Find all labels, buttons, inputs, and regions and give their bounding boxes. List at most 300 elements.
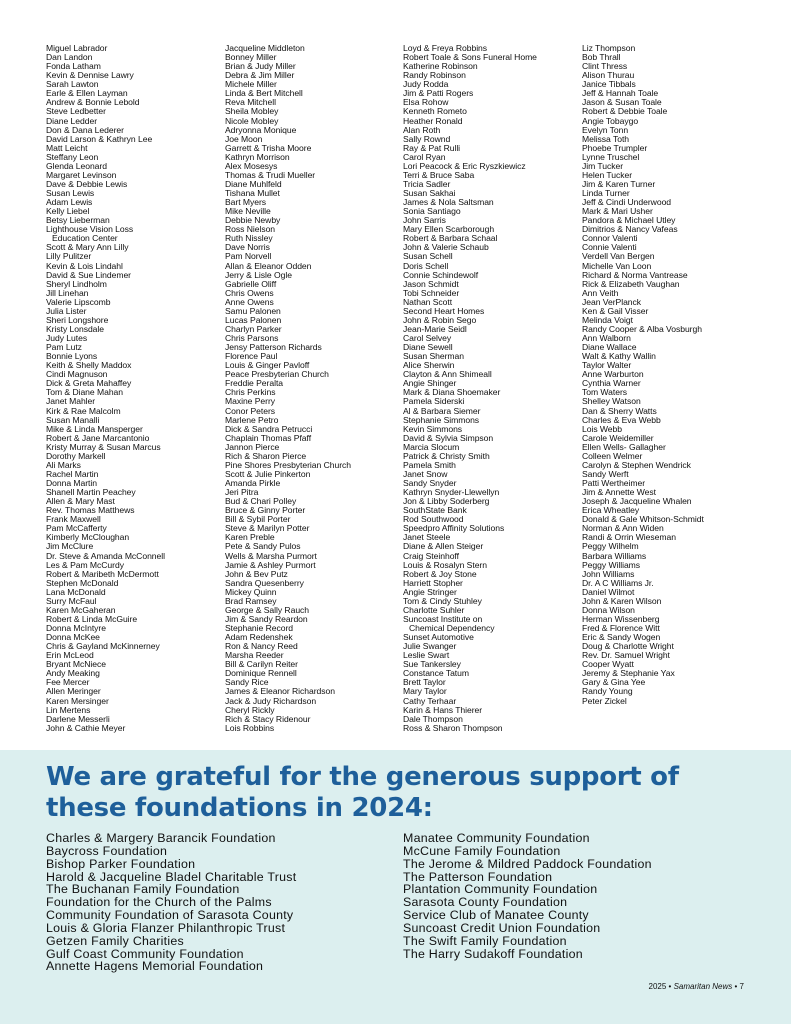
- donor-name: Taylor Walter: [582, 360, 632, 371]
- donor-name: Jim & Annette West: [582, 487, 656, 498]
- donor-name: Dick & Sandra Petrucci: [225, 423, 313, 434]
- donor-name: Darlene Messerli: [46, 713, 110, 724]
- donor-name: Scott & Julie Pinkerton: [225, 468, 311, 479]
- donor-name: Robert & Joy Stone: [403, 568, 477, 579]
- donor-name: Joe Moon: [225, 133, 263, 144]
- donor-name: Les & Pam McCurdy: [46, 559, 124, 570]
- donor-name: Dave Norris: [225, 242, 270, 253]
- donor-name: Bart Myers: [225, 197, 267, 208]
- donor-name: Rich & Sharon Pierce: [225, 450, 307, 461]
- donor-name: Dick & Greta Mahaffey: [46, 378, 132, 389]
- donor-name: Mark & Mari Usher: [582, 206, 653, 217]
- donor-name: Dale Thompson: [403, 713, 463, 724]
- donor-name: Jim & Patti Rogers: [403, 88, 474, 99]
- foundations-heading: We are grateful for the generous support of these foundations in 2024:: [46, 762, 679, 823]
- donor-name: Allan & Eleanor Odden: [225, 260, 312, 271]
- donor-name: Adryonna Monique: [225, 124, 297, 135]
- donor-name: Kevin & Lois Lindahl: [46, 260, 123, 271]
- donor-name: Kevin & Dennise Lawry: [46, 70, 134, 81]
- donor-name: Ali Marks: [46, 459, 81, 470]
- donor-name: Robert & Debbie Toale: [582, 106, 668, 117]
- donor-name: Fonda Latham: [46, 61, 101, 72]
- donor-name: George & Sally Rauch: [225, 604, 310, 615]
- donor-name: Donald & Gale Whitson-Schmidt: [582, 514, 704, 525]
- donor-name: Peace Presbyterian Church: [225, 369, 329, 380]
- donor-name: Daniel Wilmot: [582, 586, 635, 597]
- donor-name: Janice Tibbals: [582, 79, 636, 90]
- donor-name: Walt & Kathy Wallin: [582, 351, 656, 362]
- donor-name: Katherine Robinson: [403, 61, 478, 72]
- donor-name: Wells & Marsha Purmort: [225, 550, 317, 561]
- donor-name: Andrew & Bonnie Lebold: [46, 97, 140, 108]
- donor-name: Lana McDonald: [46, 586, 106, 597]
- donor-name: Karen Mersinger: [46, 695, 109, 706]
- donor-name: Susan Manalli: [46, 414, 100, 425]
- donor-name: Diane Muhlfeld: [225, 178, 282, 189]
- donor-name: Carole Weidemiller: [582, 432, 654, 443]
- donor-name: Jack & Judy Richardson: [225, 695, 317, 706]
- donor-name: Don & Dana Lederer: [46, 124, 124, 135]
- donor-name: Melinda Voigt: [582, 314, 633, 325]
- donor-name: Ron & Nancy Reed: [225, 641, 298, 652]
- donor-name: SouthState Bank: [403, 505, 467, 516]
- donor-name: Dominique Rennell: [225, 668, 297, 679]
- donor-name: Erin McLeod: [46, 650, 94, 661]
- donor-name: John & Karen Wilson: [582, 595, 662, 606]
- donor-name: Anne Warburton: [582, 369, 644, 380]
- donor-name: Charlotte Suhler: [403, 604, 465, 615]
- donor-name: Cynthia Warner: [582, 378, 641, 389]
- donor-name: Bob Thrall: [582, 52, 621, 63]
- donor-name: Lynne Truschel: [582, 151, 640, 162]
- donor-name: Betsy Lieberman: [46, 215, 110, 226]
- donor-name: Sonia Santiago: [403, 206, 461, 217]
- donor-name: Angie Stringer: [403, 586, 457, 597]
- donor-name: Samu Palonen: [225, 305, 281, 316]
- foundation-name: McCune Family Foundation: [403, 843, 561, 858]
- donor-name: Robert & Linda McGuire: [46, 613, 138, 624]
- donor-name: Peggy Williams: [582, 559, 641, 570]
- donor-name: Keith & Shelly Maddox: [46, 360, 132, 371]
- donor-name: Dave & Debbie Lewis: [46, 178, 128, 189]
- donor-name: Susan Sakhai: [403, 188, 456, 198]
- donor-name: Sandy Snyder: [403, 478, 457, 488]
- donor-name: Rod Southwood: [403, 514, 464, 525]
- donor-name: Constance Tatum: [403, 668, 469, 679]
- donor-name: Lori Peacock & Eric Ryszkiewicz: [403, 160, 526, 171]
- donor-name: Education Center: [52, 233, 118, 244]
- donor-name: Sandy Rice: [225, 677, 269, 688]
- footer-page-number: 7: [739, 982, 744, 991]
- donor-name: Karin & Hans Thierer: [403, 704, 483, 715]
- donor-name: Craig Steinhoff: [403, 550, 459, 561]
- donor-name: Rich & Stacy Ridenour: [225, 713, 311, 724]
- donor-name: Carol Ryan: [403, 151, 446, 162]
- donor-name: Jon & Libby Soderberg: [403, 496, 490, 507]
- donor-name: Linda & Bert Mitchell: [225, 88, 303, 99]
- donor-name: Clayton & Ann Shimeall: [403, 369, 492, 380]
- foundation-name: The Swift Family Foundation: [403, 933, 567, 948]
- donor-name: Evelyn Tonn: [582, 124, 629, 135]
- donor-name: Miguel Labrador: [46, 43, 108, 53]
- foundation-name: Louis & Gloria Flanzer Philanthropic Trust: [46, 920, 286, 935]
- donor-name: Tom & Diane Mahan: [46, 387, 124, 398]
- donor-name: Heather Ronald: [403, 115, 463, 126]
- donor-name: Sue Tankersley: [403, 659, 461, 670]
- donor-name: Ken & Gail Visser: [582, 305, 649, 316]
- donor-name: Steffany Leon: [46, 151, 99, 162]
- foundation-name: Sarasota County Foundation: [403, 895, 568, 910]
- donor-name: Janet Snow: [403, 468, 448, 479]
- donor-name: Joseph & Jacqueline Whalen: [582, 496, 692, 507]
- donor-name: Doris Schell: [403, 260, 449, 271]
- donor-name: Ann Veith: [582, 287, 619, 298]
- foundation-name: Baycross Foundation: [46, 843, 168, 858]
- donor-name: Terri & Bruce Saba: [403, 169, 475, 180]
- donor-name: Susan Sherman: [403, 351, 464, 362]
- donor-name: Pamela Siderski: [403, 396, 465, 407]
- donor-name: Dorothy Markell: [46, 450, 106, 461]
- donor-name: Connie Schindewolf: [403, 269, 479, 280]
- donor-name: Herman Wissenberg: [582, 613, 660, 624]
- donor-name: Angie Shinger: [403, 378, 457, 389]
- donor-name: John Sarris: [403, 215, 446, 226]
- donor-name: John & Cathie Meyer: [46, 722, 126, 733]
- donor-name: Reva Mitchell: [225, 97, 276, 108]
- donor-name: Glenda Leonard: [46, 160, 107, 171]
- donor-name: Ray & Pat Rulli: [403, 142, 461, 153]
- donor-name: Jeff & Hannah Toale: [582, 88, 659, 99]
- donor-name: Gary & Gina Yee: [582, 677, 646, 688]
- donor-name: Tobi Schneider: [403, 287, 460, 298]
- donor-name: Sandy Werft: [582, 468, 629, 479]
- donor-name: Shanell Martin Peachey: [46, 487, 136, 498]
- donor-name: Maxine Perry: [225, 396, 276, 407]
- donor-name: Marsha Reeder: [225, 650, 284, 661]
- donor-name: Chris Owens: [225, 287, 274, 298]
- donor-name: John & Robin Sego: [403, 314, 477, 325]
- donor-name: Peter Zickel: [582, 695, 627, 706]
- donor-name: Surry McFaul: [46, 595, 97, 606]
- donor-name: Louis & Rosalyn Stern: [403, 559, 487, 570]
- donor-name: Brian & Judy Miller: [225, 61, 296, 72]
- donor-name: Allen & Mary Mast: [46, 496, 115, 507]
- donor-name: Sheri Longshore: [46, 314, 109, 325]
- donor-name: Diane Ledder: [46, 115, 98, 126]
- donor-name: Kelly Liebel: [46, 206, 90, 217]
- donor-name: Randy Young: [582, 686, 633, 697]
- donor-name: Erica Wheatley: [582, 505, 640, 516]
- donor-name: Randi & Orrin Wieseman: [582, 532, 676, 543]
- donor-name: Jim McClure: [46, 541, 94, 552]
- donor-name: Randy Cooper & Alba Vosburgh: [582, 323, 702, 334]
- donor-name: Diane & Allen Steiger: [403, 541, 484, 552]
- donor-name: Jeri Pitra: [225, 487, 259, 498]
- donor-name: Bonnie Lyons: [46, 351, 98, 362]
- foundation-name: The Harry Sudakoff Foundation: [403, 946, 583, 961]
- donor-name: Conor Peters: [225, 405, 276, 416]
- donor-name: Gabrielle Oliff: [225, 278, 277, 289]
- donor-name: Tom & Cindy Stuhley: [403, 595, 482, 606]
- donor-name: Mickey Quinn: [225, 586, 277, 597]
- donor-name: Carol Selvey: [403, 333, 452, 343]
- donor-name: Diane Sewell: [403, 342, 453, 353]
- donor-name: Kirk & Rae Malcolm: [46, 405, 121, 416]
- donor-name: Anne Owens: [225, 296, 274, 307]
- donor-name: Pamela Smith: [403, 459, 456, 470]
- donor-name: Pandora & Michael Utley: [582, 215, 676, 226]
- donor-name: Angie Tobaygo: [582, 115, 639, 126]
- donor-name: Lois Webb: [582, 423, 622, 434]
- donor-name: Melissa Toth: [582, 133, 630, 144]
- donor-name: Charles & Eva Webb: [582, 414, 661, 425]
- donor-name: Adam Redenshek: [225, 632, 293, 643]
- donor-name: Jeremy & Stephanie Yax: [582, 668, 675, 679]
- donor-name: Chaplain Thomas Pfaff: [225, 432, 312, 443]
- donor-name: Karen Preble: [225, 532, 275, 543]
- donor-name: Dr. A C Williams Jr.: [582, 577, 654, 588]
- donor-name: Jeff & Cindi Underwood: [582, 197, 672, 208]
- donor-name: Judy Lutes: [46, 333, 88, 343]
- donor-name: Steve Ledbetter: [46, 106, 106, 117]
- footer-separator-2: •: [734, 982, 738, 991]
- foundation-name: Getzen Family Charities: [46, 933, 184, 948]
- foundation-name: Harold & Jacqueline Bladel Charitable Trust: [46, 869, 297, 884]
- donor-name: Stephanie Simmons: [403, 414, 480, 425]
- donor-name: Robert & Maribeth McDermott: [46, 568, 159, 579]
- footer-separator-1: •: [668, 982, 672, 991]
- donor-name: Kimberly McCloughan: [46, 532, 130, 543]
- foundation-name: Plantation Community Foundation: [403, 882, 598, 897]
- donor-name: Cheryl Rickly: [225, 704, 275, 715]
- donor-column-3: [403, 44, 537, 733]
- donor-name: Debra & Jim Miller: [225, 70, 295, 81]
- donor-name: Louis & Ginger Pavloff: [225, 360, 310, 371]
- donor-name: Norman & Ann Widen: [582, 523, 664, 534]
- donor-name: Robert & Barbara Schaal: [403, 233, 498, 244]
- donor-name: Chris Perkins: [225, 387, 276, 398]
- donor-name: Fee Mercer: [46, 677, 90, 688]
- donor-name: Donna McKee: [46, 632, 100, 643]
- donor-name: Mary Taylor: [403, 686, 447, 697]
- donor-name: Stephanie Record: [225, 623, 293, 633]
- donor-name: Shelley Watson: [582, 396, 641, 407]
- donor-name: Bonney Miller: [225, 52, 277, 63]
- donor-name: Alison Thurau: [582, 70, 635, 81]
- donor-name: Donna Wilson: [582, 604, 635, 615]
- donor-name: Dr. Steve & Amanda McConnell: [46, 550, 165, 561]
- donor-name: Thomas & Trudi Mueller: [225, 169, 316, 180]
- donor-name: Bud & Chari Polley: [225, 496, 297, 507]
- donor-name: Verdell Van Bergen: [582, 251, 655, 262]
- donor-name: Tricia Sadler: [403, 178, 451, 189]
- donor-column-4: [582, 44, 704, 706]
- donor-name: Mark & Diana Shoemaker: [403, 387, 501, 398]
- foundation-name: The Buchanan Family Foundation: [46, 882, 240, 897]
- donor-name: Julie Swanger: [403, 641, 457, 652]
- donor-name: Florence Paul: [225, 351, 278, 362]
- donor-name: Leslie Swart: [403, 650, 450, 661]
- donor-name: Barbara Williams: [582, 550, 647, 561]
- donor-name: Pam Norvell: [225, 251, 272, 262]
- foundation-name: Suncoast Credit Union Foundation: [403, 920, 601, 935]
- donor-name: Diane Wallace: [582, 342, 637, 353]
- donor-name: Randy Robinson: [403, 70, 466, 81]
- donor-name: Al & Barbara Siemer: [403, 405, 481, 416]
- donor-name: Amanda Pirkle: [225, 478, 281, 488]
- donor-name: Clint Thress: [582, 61, 628, 72]
- donor-name: Jim & Sandy Reardon: [225, 613, 308, 624]
- donor-name: Kathryn Morrison: [225, 151, 290, 162]
- donor-name: Dan & Sherry Watts: [582, 405, 657, 416]
- donor-name: Doug & Charlotte Wright: [582, 641, 674, 652]
- foundation-name: The Patterson Foundation: [403, 869, 553, 884]
- donor-name: Janet Steele: [403, 532, 451, 543]
- donor-name: Matt Leicht: [46, 142, 88, 153]
- donor-name: Debbie Newby: [225, 215, 281, 226]
- donor-name: Jacqueline Middleton: [225, 43, 305, 53]
- donor-name: Harriett Stopher: [403, 577, 463, 588]
- donor-name: David & Sylvia Simpson: [403, 432, 494, 443]
- donor-column-1: [46, 44, 165, 733]
- donor-name: Tom Waters: [582, 387, 628, 398]
- donor-name: Mike Neville: [225, 206, 271, 217]
- donor-column-2: [225, 44, 351, 733]
- donor-name: Pam McCafferty: [46, 523, 107, 534]
- donor-name: Valerie Lipscomb: [46, 296, 111, 307]
- donor-name: Freddie Peralta: [225, 378, 284, 389]
- donor-name: Rachel Martin: [46, 468, 99, 479]
- donor-name: Cindi Magnuson: [46, 369, 108, 380]
- donor-name: Jill Linehan: [46, 287, 89, 298]
- donor-name: Jim & Karen Turner: [582, 178, 656, 189]
- donor-name: Sandra Quesenberry: [225, 577, 304, 588]
- donor-name: Rick & Elizabeth Vaughan: [582, 278, 680, 289]
- donor-name: Jean VerPlanck: [582, 296, 642, 307]
- donor-name: Kathryn Snyder-Llewellyn: [403, 487, 500, 498]
- footer-year: 2025: [648, 982, 667, 991]
- donor-name: Judy Rodda: [403, 79, 449, 90]
- donor-name: Ellen Wells- Gallagher: [582, 441, 666, 452]
- donor-name: Mary Ellen Scarborough: [403, 224, 495, 235]
- donor-name: Brad Ramsey: [225, 595, 277, 606]
- donor-name: Loyd & Freya Robbins: [403, 43, 488, 53]
- donor-name: Susan Lewis: [46, 188, 95, 198]
- donor-name: Sarah Lawton: [46, 79, 99, 90]
- donor-name: John & Valerie Schaub: [403, 242, 489, 253]
- donor-name: Rev. Dr. Samuel Wright: [582, 650, 670, 661]
- donor-name: Scott & Mary Ann Lilly: [46, 242, 129, 253]
- donor-name: Lois Robbins: [225, 722, 275, 733]
- donor-name: Patrick & Christy Smith: [403, 450, 490, 461]
- donor-name: Elsa Rohow: [403, 97, 449, 108]
- donor-name: Jamie & Ashley Purmort: [225, 559, 316, 570]
- donor-name: Susan Schell: [403, 251, 453, 262]
- donor-name: Alex Mosesys: [225, 160, 278, 171]
- donor-name: Andy Meaking: [46, 668, 100, 679]
- donor-name: Garrett & Trisha Moore: [225, 142, 312, 153]
- donor-name: Kristy Lonsdale: [46, 323, 105, 334]
- donor-name: Jensy Patterson Richards: [225, 342, 322, 353]
- foundation-column-2: [403, 832, 652, 960]
- foundation-name: Foundation for the Church of the Palms: [46, 895, 272, 910]
- donor-name: Linda Turner: [582, 188, 630, 198]
- donor-name: Bruce & Ginny Porter: [225, 505, 306, 516]
- donor-name: Chris Parsons: [225, 333, 279, 343]
- donor-name: Phoebe Trumpler: [582, 142, 648, 153]
- donor-name: Bryant McNiece: [46, 659, 106, 670]
- donor-name: Michele Miller: [225, 79, 277, 90]
- donor-name: Sheryl Lindholm: [46, 278, 107, 289]
- donor-name: Sheila Mobley: [225, 106, 279, 117]
- donor-name: Mike & Linda Mansperger: [46, 423, 143, 434]
- donor-name: Patti Wertheimer: [582, 478, 646, 488]
- donor-name: Lucas Palonen: [225, 314, 282, 325]
- foundation-name: Bishop Parker Foundation: [46, 856, 196, 871]
- donor-name: Pam Lutz: [46, 342, 82, 353]
- donor-name: Karen McGaheran: [46, 604, 116, 615]
- donor-name: David & Sue Lindemer: [46, 269, 131, 280]
- donor-name: Michelle Van Loon: [582, 260, 652, 271]
- foundation-name: Annette Hagens Memorial Foundation: [46, 959, 264, 974]
- donor-name: Allen Meringer: [46, 686, 101, 697]
- foundation-column-1: [46, 832, 296, 973]
- donor-name: Julia Lister: [46, 305, 87, 316]
- donor-name: Earle & Ellen Layman: [46, 88, 128, 99]
- donor-name: Sunset Automotive: [403, 632, 474, 643]
- donor-name: Marlene Petro: [225, 414, 279, 425]
- donor-name: Connor Valenti: [582, 233, 638, 244]
- donor-name: Chemical Dependency: [409, 623, 495, 633]
- donor-name: Tishana Mullet: [225, 188, 280, 198]
- donor-name: James & Eleanor Richardson: [225, 686, 335, 697]
- donor-name: John & Bev Putz: [225, 568, 288, 579]
- donor-name: Stephen McDonald: [46, 577, 119, 588]
- donor-name: Suncoast Institute on: [403, 613, 483, 624]
- footer-publication: Samaritan News: [673, 982, 733, 991]
- donor-name: Bill & Carilyn Reiter: [225, 659, 298, 670]
- donor-name: Charlyn Parker: [225, 323, 282, 334]
- donor-name: Steve & Marilyn Potter: [225, 523, 310, 534]
- donor-name: Lin Mertens: [46, 704, 91, 715]
- donor-name: Lilly Pulitzer: [46, 251, 92, 262]
- donor-name: Cathy Terhaar: [403, 695, 457, 706]
- donor-name: James & Nola Saltsman: [403, 197, 494, 208]
- donor-name: Second Heart Homes: [403, 305, 485, 316]
- donor-name: Ann Walborn: [582, 333, 631, 343]
- donor-name: David Larson & Kathryn Lee: [46, 133, 153, 144]
- donor-name: Dan Landon: [46, 52, 93, 63]
- donor-name: Cooper Wyatt: [582, 659, 634, 670]
- donor-name: Donna Martin: [46, 478, 97, 488]
- donor-name: Kevin Simmons: [403, 423, 463, 434]
- donor-name: Liz Thompson: [582, 43, 636, 53]
- foundation-name: The Jerome & Mildred Paddock Foundation: [403, 856, 652, 871]
- donor-name: Robert Toale & Sons Funeral Home: [403, 52, 537, 63]
- donor-name: Frank Maxwell: [46, 514, 101, 525]
- donor-name: Ruth Nissley: [225, 233, 273, 244]
- donor-name: Nicole Mobley: [225, 115, 279, 126]
- donor-name: Helen Tucker: [582, 169, 633, 180]
- donor-name: Richard & Norma Vantrease: [582, 269, 688, 280]
- donor-name: Jean-Marie Seidl: [403, 323, 467, 334]
- donor-name: Kristy Murray & Susan Marcus: [46, 441, 161, 452]
- donor-name: Jannon Pierce: [225, 441, 280, 452]
- donor-name: Jim Tucker: [582, 160, 624, 171]
- donor-name: Jerry & Lisle Ogle: [225, 269, 292, 280]
- donor-name: Alan Roth: [403, 124, 441, 135]
- donor-name: Lighthouse Vision Loss: [46, 224, 134, 235]
